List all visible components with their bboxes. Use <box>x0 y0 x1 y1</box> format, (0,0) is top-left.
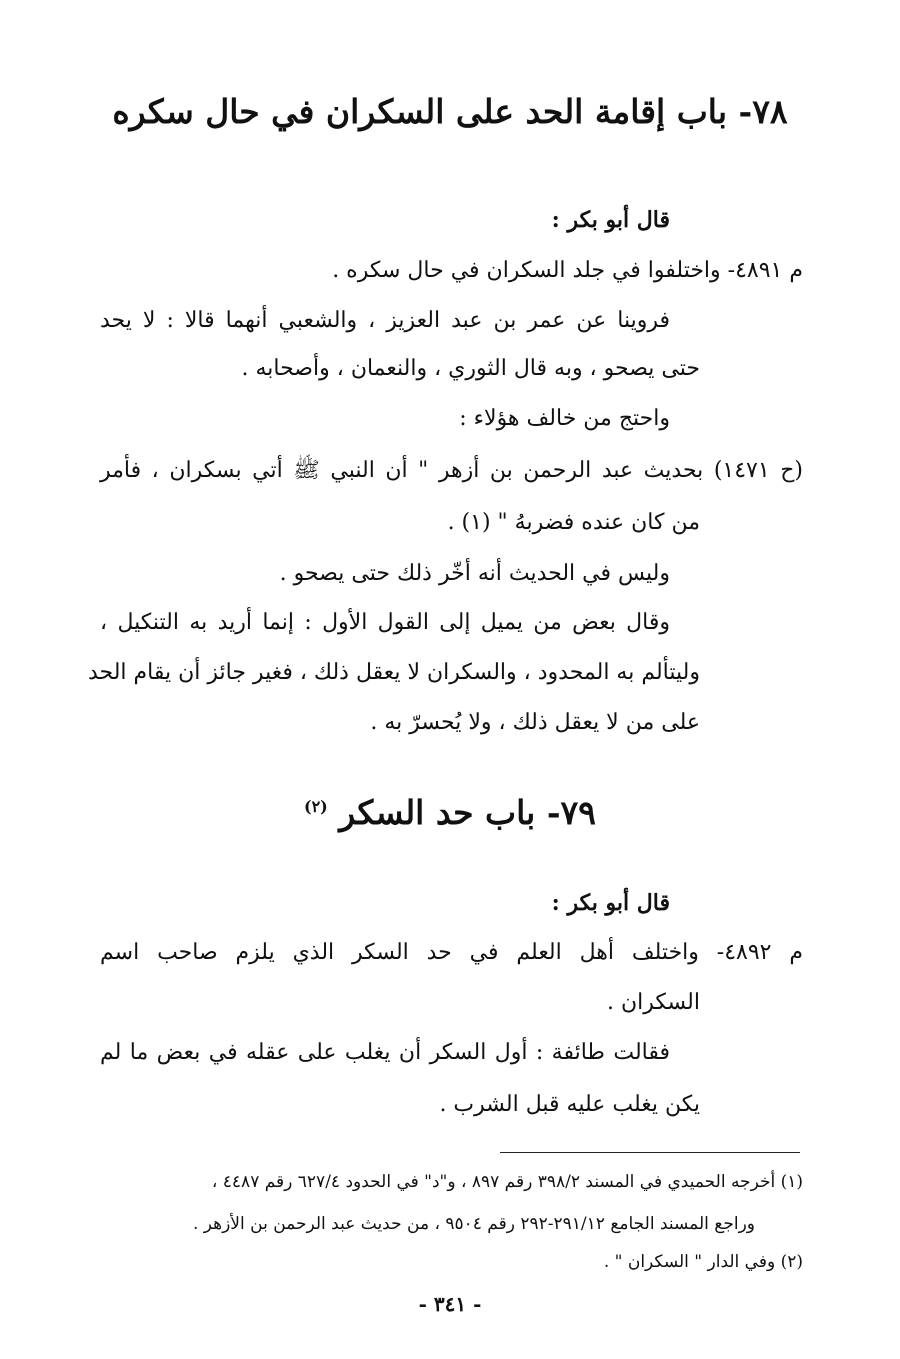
paragraph-line: على من لا يعقل ذلك ، ولا يُحسرّ به . <box>370 710 700 735</box>
paragraph-line: السكران . <box>607 990 700 1015</box>
paragraph-line: يكن يغلب عليه قبل الشرب . <box>439 1092 700 1117</box>
page-number: - ٣٤١ - <box>418 1292 482 1316</box>
footnote-ref: (٢) <box>304 797 328 816</box>
footnote-1: (١) أخرجه الحميدي في المسند ٣٩٨/٢ رقم ٨٩٧ ، و"د" في الحدود ٦٢٧/٤ رقم ٤٤٨٧ ، <box>211 1172 803 1192</box>
section-2-intro: قال أبو بكر : <box>551 890 670 916</box>
paragraph-line: فروينا عن عمر بن عبد العزيز ، والشعبي أنهما قالا : لا يحد <box>100 308 670 333</box>
paragraph-line: من كان عنده فضربهُ " (١) . <box>447 510 700 535</box>
section-1-intro: قال أبو بكر : <box>551 207 670 233</box>
chapter-heading-79 <box>0 793 900 832</box>
paragraph-line: حتى يصحو ، وبه قال الثوري ، والنعمان ، وأصحابه . <box>241 356 700 381</box>
paragraph-line: م ٤٨٩١- واختلفوا في جلد السكران في حال سكره . <box>332 258 803 283</box>
footnote-1-continued: وراجع المسند الجامع ٢٩١/١٢-٢٩٢ رقم ٩٥٠٤ ، من حديث عبد الرحمن بن الأزهر . <box>192 1214 755 1234</box>
paragraph-line: م ٤٨٩٢- واختلف أهل العلم في حد السكر الذي يلزم صاحب اسم <box>100 940 803 965</box>
footnote-divider <box>500 1152 800 1153</box>
paragraph-line: (ح ١٤٧١) بحديث عبد الرحمن بن أزهر " أن النبي ﷺ أتي بسكران ، فأمر <box>100 458 803 483</box>
paragraph-line: فقالت طائفة : أول السكر أن يغلب على عقله في بعض ما لم <box>100 1040 670 1065</box>
paragraph-line: وليتألم به المحدود ، والسكران لا يعقل ذلك ، فغير جائز أن يقام الحد <box>87 660 700 685</box>
chapter-heading-78: ٧٨- باب إقامة الحد على السكران في حال سكره <box>112 92 788 131</box>
paragraph-line: واحتج من خالف هؤلاء : <box>459 406 670 431</box>
footnote-2: (٢) وفي الدار " السكران " . <box>603 1252 803 1272</box>
paragraph-line: وقال بعض من يميل إلى القول الأول : إنما أريد به التنكيل ، <box>100 610 670 635</box>
chapter-heading-79-text: ٧٩- باب حد السكر <box>339 793 596 832</box>
paragraph-line: وليس في الحديث أنه أخّر ذلك حتى يصحو . <box>279 561 670 586</box>
